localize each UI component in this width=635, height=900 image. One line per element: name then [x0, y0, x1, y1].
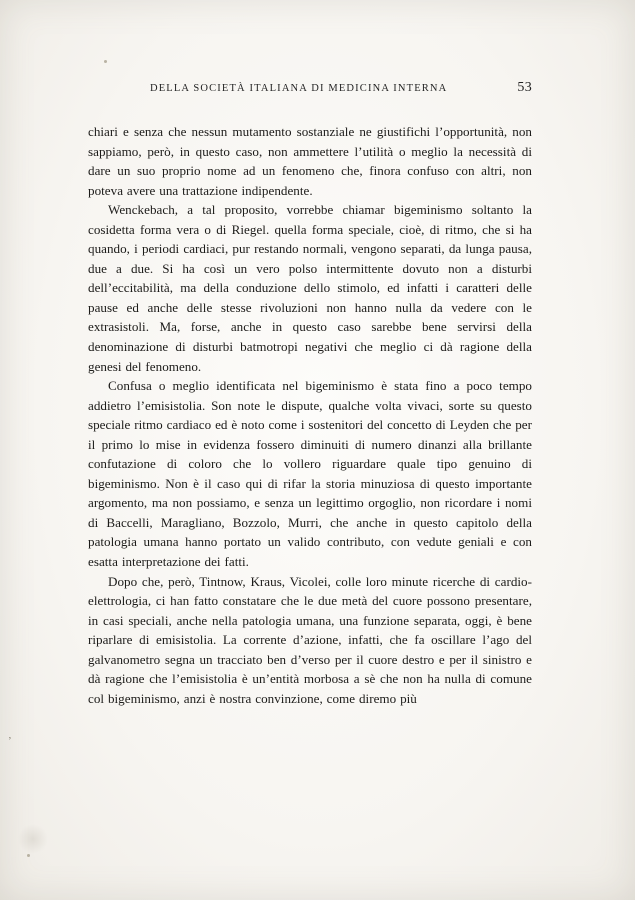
- paragraph: chiari e senza che nessun mutamento sostanziale ne giustifichi l’opportunità, non sappiamo, però, in questo caso, non ammettere l’utilità o meglio la necessità di dare un suo proprio nome ad un fenomeno che, finora confuso con altri, non poteva avere una trattazione indipendente.: [88, 124, 532, 198]
- margin-mark: ’: [8, 735, 12, 747]
- paragraph: Dopo che, però, Tintnow, Kraus, Vicolei, colle loro minute ricerche di cardio-elettrologia, ci han fatto constatare che le due metà del cuore possono presentare, in casi speciali, anche nella patologia umana, una funzione separata, oggi, è bene riparlare di emisistolia. La corrente d’azione, infatti, che fa oscillare l’ago del galvanometro segna un tracciato ben d’verso per il cuore destro e per il sinistro e dà ragione che l’emisistolia è un’entità morbosa a sè che non ha nulla di comune col bigeminismo, anzi è nostra convinzione, come diremo più: [88, 573, 532, 706]
- body-text: [88, 122, 532, 708]
- running-head: [88, 80, 532, 96]
- page-number: 53: [517, 80, 532, 95]
- corner-smudge: [18, 824, 48, 854]
- scan-speck-bottom: [27, 854, 30, 857]
- paragraph: Wenckebach, a tal proposito, vorrebbe chiamar bigeminismo soltanto la cosidetta forma vera o di Riegel. quella forma speciale, cioè, di ritmo, che si ha quando, i periodi cardiaci, pur restando normali, vengono separati, da lunga pausa, due a due. Si ha così un vero polso intermittente dovuto non a disturbi dell’eccitabilità, ma della conduzione dello stimolo, ed infatti i caratteri delle pause ed anche delle stesse rivoluzioni non hanno nulla da vedere con le extrasistoli. Ma, forse, anche in questo caso sarebbe bene servirsi della denominazione di disturbi batmotropi negativi che meglio ci dà ragione della genesi del fenomeno.: [88, 202, 532, 374]
- scan-speck-top: [104, 60, 107, 63]
- paragraph: Confusa o meglio identificata nel bigeminismo è stata fino a poco tempo addietro l’emisistolia. Son note le dispute, qualche volta vivaci, sorte su questo speciale ritmo cardiaco ed è noto come i sostenitori del concetto di Leyden che per il primo lo mise in evidenza fossero diminuiti di numero dinanzi alla brillante confutazione di coloro che lo vollero riguardare quale tipo genuino di bigeminismo. Non è il caso qui di rifar la storia minuziosa di questo importante argomento, ma non possiamo, e senza un legittimo orgoglio, non ricordare i nomi di Baccelli, Maragliano, Bozzolo, Murri, che anche in questo capitolo della patologia umana hanno portato un valido contributo, con vedute geniali e con esatta interpretazione dei fatti.: [88, 378, 532, 570]
- running-head-title: DELLA SOCIETÀ ITALIANA DI MEDICINA INTERNA: [150, 83, 448, 94]
- page-content: [88, 80, 532, 708]
